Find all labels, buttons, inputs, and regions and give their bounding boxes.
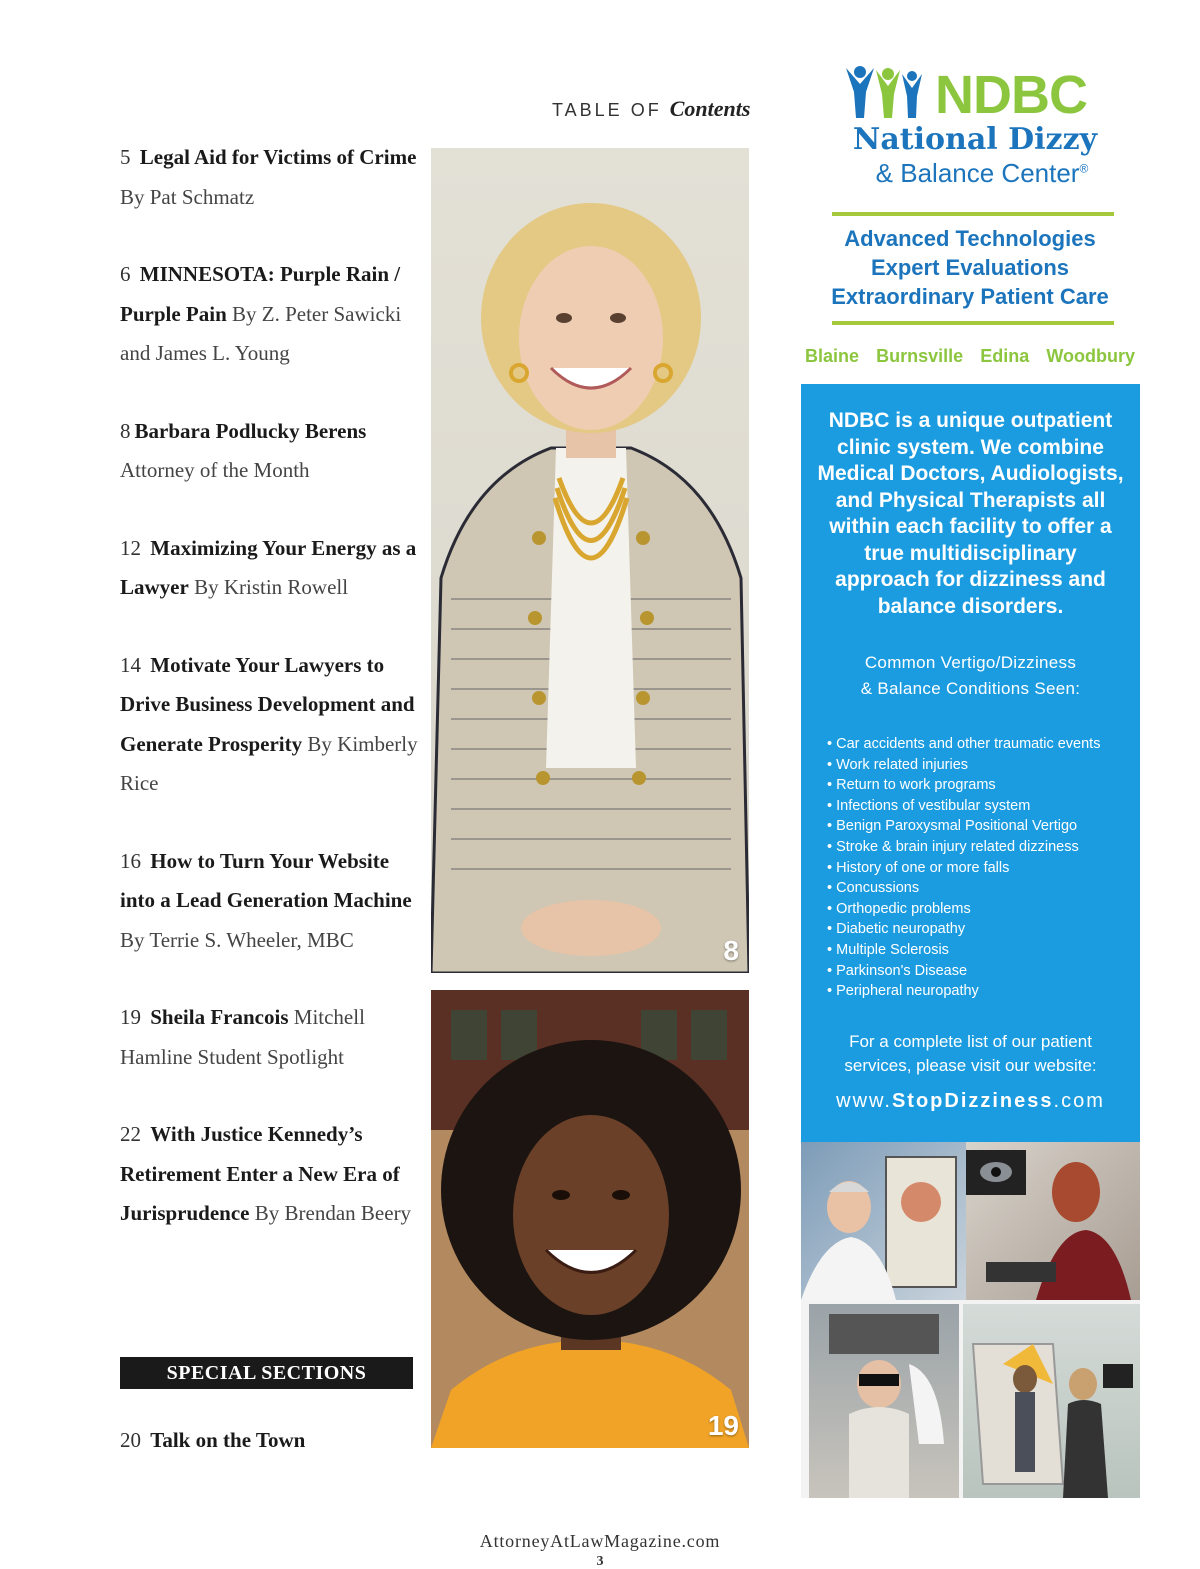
toc-header-label: TABLE OF (552, 100, 662, 120)
toc-item[interactable] (120, 646, 420, 804)
toc-item[interactable] (120, 1421, 420, 1461)
toc-item[interactable] (120, 998, 420, 1077)
toc-byline: By Pat Schmatz (120, 184, 255, 209)
location: Edina (980, 346, 1030, 366)
logo-ndbc-text: NDBC (935, 65, 1087, 125)
ad-tagline: Extraordinary Patient Care (831, 284, 1109, 309)
toc-title: How to Turn Your Website into a Lead Generation Machine (120, 848, 412, 912)
toc-title: Sheila Francois (150, 1005, 289, 1029)
ndbc-logo[interactable] (840, 62, 1140, 192)
toc-header (552, 96, 750, 122)
special-sections-list (120, 1421, 420, 1461)
list-item: • Parkinson's Disease (827, 962, 968, 979)
list-item: • Return to work programs (827, 777, 996, 794)
toc-list (120, 138, 420, 1234)
toc-item[interactable] (120, 138, 420, 217)
balance-illustration (963, 1304, 1140, 1498)
ad-divider (832, 212, 1114, 216)
attorney-of-month-photo[interactable] (431, 148, 749, 973)
photo-page-number: 19 (707, 1410, 739, 1441)
exam-illustration (966, 1142, 1140, 1300)
toc-title: Motivate Your Lawyers to Drive Business Development and Generate Prosperity (120, 652, 415, 756)
ad-divider (832, 321, 1114, 325)
location: Blaine (805, 346, 860, 366)
toc-item[interactable] (120, 1115, 420, 1234)
registered-mark: ® (1079, 161, 1089, 176)
list-item: • Work related injuries (827, 756, 969, 773)
toc-page-number: 12 (120, 535, 141, 560)
list-item: • Benign Paroxysmal Positional Vertigo (827, 818, 1078, 835)
ad-photo-collage (801, 1142, 1140, 1498)
conditions-list (827, 734, 1137, 1002)
toc-byline: Attorney of the Month (120, 458, 310, 482)
conditions-title: Common Vertigo/Dizziness & Balance Conditions Seen: (860, 653, 1081, 698)
portrait-illustration (431, 148, 749, 973)
ad-website-link[interactable]: www.StopDizziness.com (836, 1090, 1105, 1112)
list-item: • Orthopedic problems (827, 900, 971, 917)
doctor-photo (801, 1142, 966, 1300)
toc-page-number: 14 (120, 652, 141, 677)
list-item: • Multiple Sclerosis (827, 941, 949, 958)
ad-info-box (801, 384, 1140, 1142)
location: Burnsville (876, 346, 964, 366)
toc-title: Talk on the Town (150, 1428, 306, 1452)
toc-page-number: 22 (120, 1122, 141, 1146)
toc-page-number: 5 (120, 145, 131, 169)
toc-page-number: 16 (120, 848, 141, 873)
toc-page-number: 8 (120, 418, 131, 443)
photo-page-number: 8 (723, 935, 739, 966)
chair-illustration (809, 1304, 959, 1498)
special-sections-heading: SPECIAL SECTIONS (120, 1357, 413, 1389)
toc-byline: By Kristin Rowell (194, 575, 349, 599)
toc-item[interactable] (120, 255, 420, 374)
list-item: • Stroke & brain injury related dizziness (827, 838, 1079, 855)
list-item: • Infections of vestibular system (827, 797, 1031, 814)
toc-title: Barbara Podlucky Berens (134, 418, 367, 443)
rotary-chair-photo (809, 1304, 959, 1498)
ad-tagline: Expert Evaluations (870, 255, 1070, 280)
toc-title: Maximizing Your Energy as a Lawyer (120, 535, 417, 599)
list-item: • Car accidents and other traumatic events (827, 736, 1101, 752)
list-item: • Diabetic neuropathy (827, 921, 966, 938)
list-item: • History of one or more falls (827, 859, 1010, 876)
toc-byline: By Terrie S. Wheeler, MBC (120, 927, 354, 952)
toc-item[interactable] (120, 842, 420, 961)
exam-photo (966, 1142, 1140, 1300)
ad-tagline: Advanced Technologies (844, 226, 1096, 251)
toc-byline: By Kimberly Rice (120, 731, 418, 795)
page-number: 3 (596, 1554, 604, 1569)
ad-footer-text: For a complete list of our patient services, please visit our website: (844, 1032, 1097, 1075)
toc-byline: Mitchell Hamline Student Spotlight (120, 1005, 365, 1069)
toc-byline: By Brendan Beery (254, 1201, 412, 1225)
toc-title: MINNESOTA: Purple Rain / Purple Pain (120, 262, 401, 326)
toc-title: Legal Aid for Victims of Crime (139, 145, 417, 169)
logo-name-line2: & Balance Center® (875, 158, 1089, 188)
list-item: • Peripheral neuropathy (827, 983, 979, 1000)
balance-test-photo (963, 1304, 1140, 1498)
toc-item[interactable] (120, 529, 420, 608)
ad-intro-text: NDBC is a unique outpatient clinic system. We combine Medical Doctors, Audiologists, and Physical Therapists all within each facility to offer a true multidisciplinary approach for dizziness and balance disorders. (817, 409, 1124, 618)
toc-page-number: 19 (120, 1005, 141, 1029)
toc-page-number: 20 (120, 1428, 141, 1452)
list-item: • Concussions (827, 880, 920, 897)
location: Woodbury (1046, 346, 1135, 366)
doctor-illustration (801, 1142, 966, 1300)
toc-title: With Justice Kennedy’s Retirement Enter a New Era of Jurisprudence (120, 1122, 400, 1225)
logo-name-line1: National Dizzy (852, 122, 1098, 157)
student-spotlight-photo[interactable] (431, 990, 749, 1448)
ad-locations (805, 346, 1135, 367)
people-icon (840, 62, 930, 122)
toc-header-script: Contents (669, 96, 751, 121)
footer-website[interactable]: AttorneyAtLawMagazine.com (479, 1531, 721, 1551)
portrait-illustration (431, 990, 749, 1448)
toc-byline: By Z. Peter Sawicki and James L. Young (120, 301, 402, 365)
toc-item[interactable] (120, 412, 420, 491)
toc-page-number: 6 (120, 262, 131, 286)
